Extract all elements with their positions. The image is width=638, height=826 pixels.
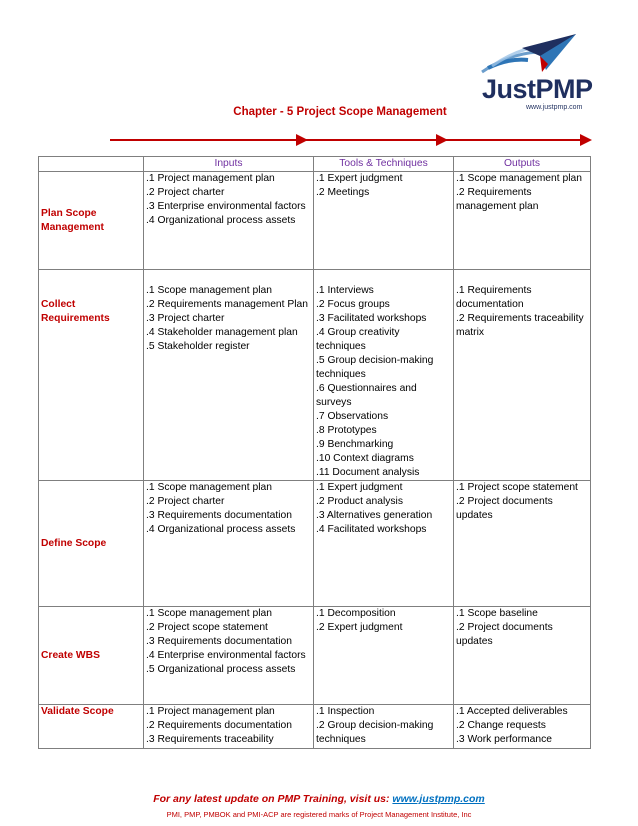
list-item: .1 Scope management plan — [146, 608, 272, 619]
list-item: .1 Expert judgment — [316, 173, 403, 184]
list-item: .5 Organizational process assets — [146, 664, 296, 675]
tools-cell — [314, 481, 454, 607]
process-name: Define Scope — [39, 481, 144, 607]
inputs-cell — [144, 705, 314, 749]
logo-url: www.justpmp.com — [526, 104, 583, 111]
list-item: .1 Scope baseline — [456, 608, 538, 619]
list-item: .3 Enterprise environmental factors — [146, 201, 306, 212]
page-title: Chapter - 5 Project Scope Management — [233, 106, 447, 118]
list-item: .1 Project management plan — [146, 173, 275, 184]
list-item: .4 Organizational process assets — [146, 524, 296, 535]
table-row — [39, 481, 591, 607]
table-header-row — [39, 157, 591, 172]
list-item: .1 Expert judgment — [316, 482, 403, 493]
list-item: .2 Project scope statement — [146, 622, 268, 633]
list-item: .3 Requirements documentation — [146, 636, 292, 647]
list-item: .3 Work performance — [456, 734, 552, 745]
list-item: .3 Requirements traceability — [146, 734, 274, 745]
table-row — [39, 607, 591, 705]
header-inputs: Inputs — [144, 157, 314, 172]
inputs-cell — [144, 270, 314, 481]
list-item: .2 Meetings — [316, 187, 370, 198]
tools-cell — [314, 270, 454, 481]
process-name: Collect Requirements — [39, 270, 144, 481]
list-item: .1 Project management plan — [146, 706, 275, 717]
arrow-right-icon-2 — [300, 134, 448, 146]
arrow-right-icon-1 — [110, 134, 308, 146]
table-row — [39, 270, 591, 481]
list-item: .2 Project documents updates — [456, 622, 553, 647]
list-item: .2 Expert judgment — [316, 622, 403, 633]
list-item: .2 Requirements management plan — [456, 187, 539, 212]
list-item: .2 Requirements documentation — [146, 720, 292, 731]
outputs-cell — [454, 270, 591, 481]
header-process — [39, 157, 144, 172]
list-item: .11 Document analysis — [316, 467, 420, 478]
list-item: .1 Inspection — [316, 706, 375, 717]
list-item: .10 Context diagrams — [316, 453, 414, 464]
list-item: .2 Project charter — [146, 187, 225, 198]
footer-update-line — [0, 793, 638, 805]
header-tools: Tools & Techniques — [314, 157, 454, 172]
justpmp-logo — [468, 30, 593, 111]
list-item: .8 Prototypes — [316, 425, 377, 436]
scope-management-table — [38, 156, 591, 749]
list-item: .3 Requirements documentation — [146, 510, 292, 521]
list-item: .1 Scope management plan — [146, 285, 272, 296]
list-item: .2 Group decision-making techniques — [316, 720, 434, 745]
paper-plane-icon — [468, 30, 588, 80]
list-item: .3 Facilitated workshops — [316, 313, 427, 324]
outputs-cell — [454, 607, 591, 705]
list-item: .2 Requirements management Plan — [146, 299, 308, 310]
tools-cell — [314, 705, 454, 749]
logo-wordmark: JustPMP — [482, 74, 593, 104]
process-name: Plan Scope Management — [39, 172, 144, 270]
tools-cell — [314, 607, 454, 705]
list-item: .2 Product analysis — [316, 496, 403, 507]
list-item: .4 Enterprise environmental factors — [146, 650, 306, 661]
list-item: .1 Accepted deliverables — [456, 706, 568, 717]
list-item: .4 Group creativity techniques — [316, 327, 400, 352]
footer-trademark-note: PMI, PMP, PMBOK and PMI-ACP are registered marks of Project Management Institute, Inc — [166, 810, 472, 819]
list-item: .9 Benchmarking — [316, 439, 394, 450]
inputs-cell — [144, 481, 314, 607]
list-item: .2 Focus groups — [316, 299, 390, 310]
outputs-cell — [454, 172, 591, 270]
list-item: .2 Project documents updates — [456, 496, 553, 521]
list-item: .1 Requirements documentation — [456, 285, 532, 310]
arrow-right-icon-3 — [440, 134, 592, 146]
footer-text: For any latest update on PMP Training, visit us: — [153, 793, 393, 805]
tools-cell — [314, 172, 454, 270]
process-name: Create WBS — [39, 607, 144, 705]
list-item: .1 Project scope statement — [456, 482, 578, 493]
process-name: Validate Scope — [39, 705, 144, 749]
list-item: .3 Alternatives generation — [316, 510, 433, 521]
outputs-cell — [454, 481, 591, 607]
list-item: .5 Stakeholder register — [146, 341, 250, 352]
list-item: .1 Decomposition — [316, 608, 396, 619]
inputs-cell — [144, 172, 314, 270]
list-item: .2 Project charter — [146, 496, 225, 507]
table-row — [39, 705, 591, 749]
list-item: .4 Organizational process assets — [146, 215, 296, 226]
list-item: .1 Scope management plan — [146, 482, 272, 493]
list-item: .7 Observations — [316, 411, 389, 422]
inputs-cell — [144, 607, 314, 705]
table-row — [39, 172, 591, 270]
list-item: .3 Project charter — [146, 313, 225, 324]
header-outputs: Outputs — [454, 157, 591, 172]
list-item: .4 Facilitated workshops — [316, 524, 427, 535]
list-item: .5 Group decision-making techniques — [316, 355, 434, 380]
list-item: .4 Stakeholder management plan — [146, 327, 298, 338]
list-item: .1 Scope management plan — [456, 173, 582, 184]
arrow-icons — [0, 118, 638, 158]
footer-link[interactable]: www.justpmp.com — [392, 793, 485, 805]
list-item: .1 Interviews — [316, 285, 374, 296]
list-item: .6 Questionnaires and surveys — [316, 383, 417, 408]
list-item: .2 Change requests — [456, 720, 546, 731]
list-item: .2 Requirements traceability matrix — [456, 313, 584, 338]
outputs-cell — [454, 705, 591, 749]
